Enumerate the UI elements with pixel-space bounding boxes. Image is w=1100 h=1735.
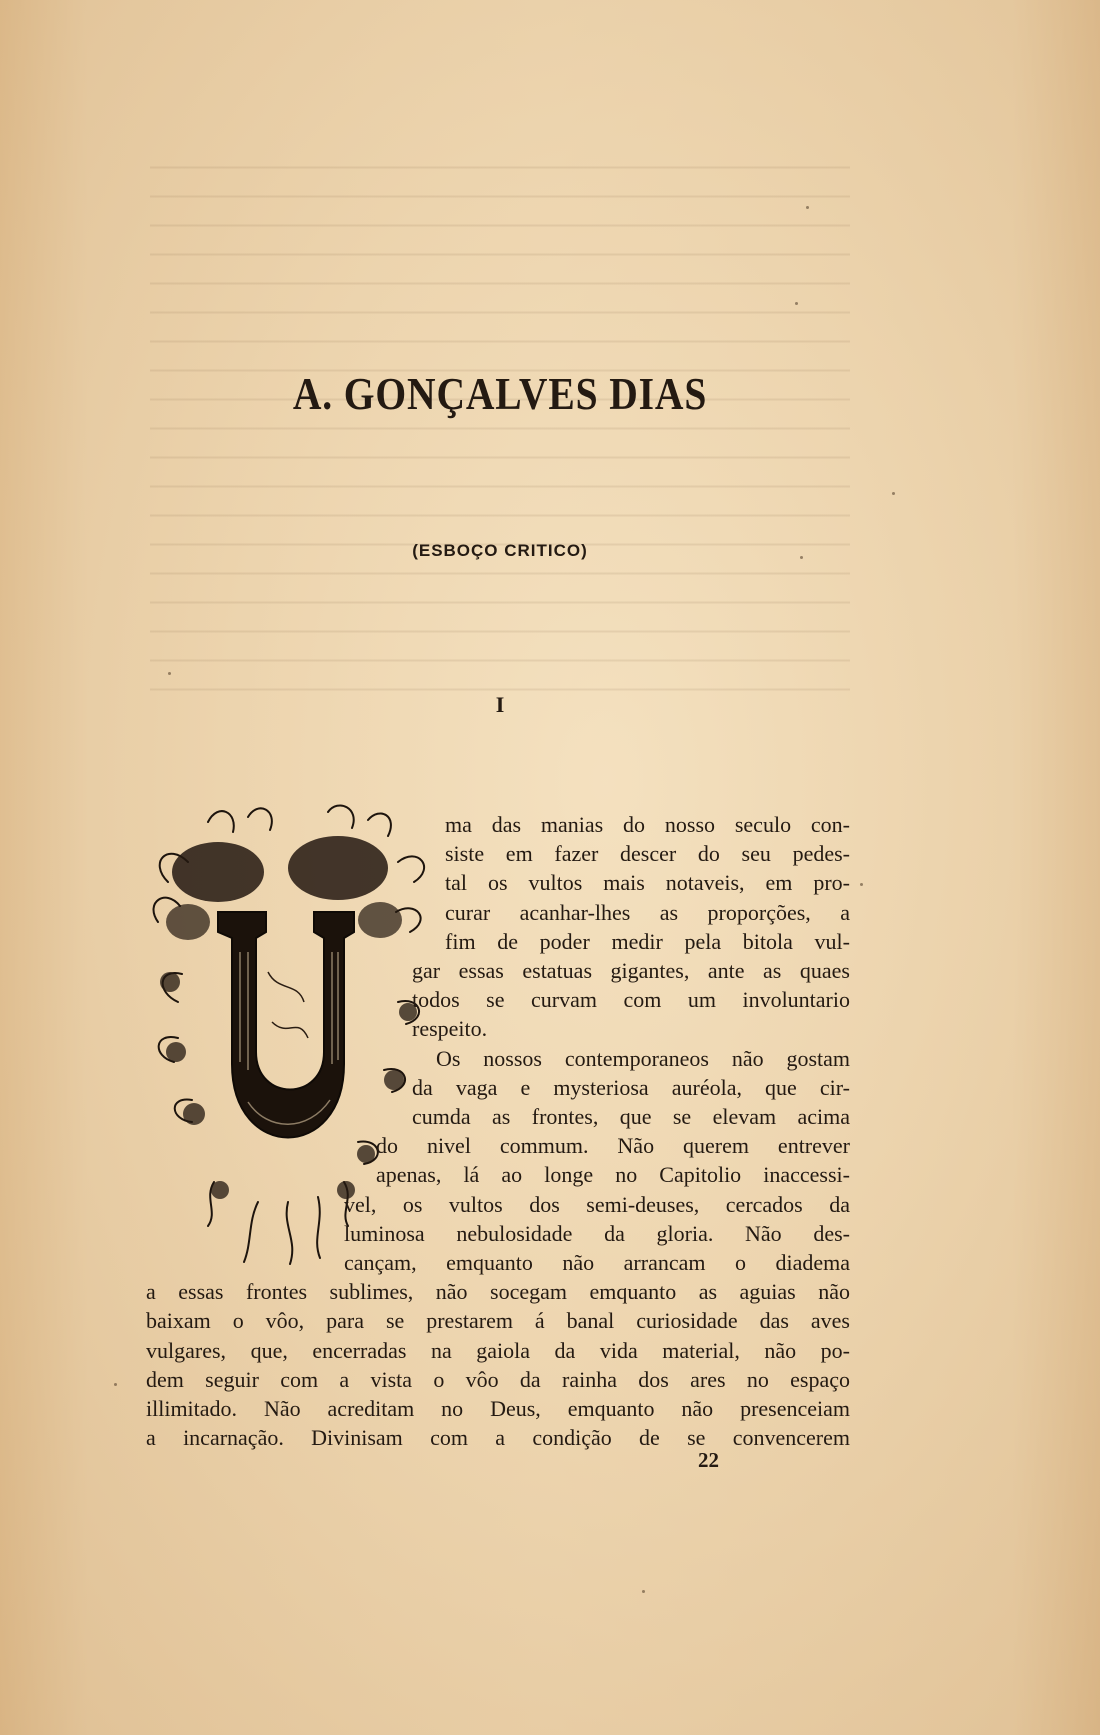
text-line: illimitado. Não acreditam no Deus, emquanto não presenceiam <box>146 1396 850 1421</box>
text-line: apenas, lá ao longe no Capitolio inaccessi- <box>376 1162 850 1187</box>
text-line: cançam, emquanto não arrancam o diadema <box>344 1250 850 1275</box>
text-line: todos se curvam com um involuntario <box>412 987 850 1012</box>
article-subtitle: (ESBOÇO CRITICO) <box>412 541 588 560</box>
text-line: vulgares, que, encerradas na gaiola da vida material, não po- <box>146 1338 850 1363</box>
text-line: luminosa nebulosidade da gloria. Não des- <box>344 1221 850 1246</box>
text-line: curar acanhar-lhes as proporções, a <box>445 900 850 925</box>
text-line: da vaga e mysteriosa auréola, que cir- <box>412 1075 850 1100</box>
text-line: Os nossos contemporaneos não gostam <box>436 1046 850 1071</box>
text-line: respeito. <box>412 1016 488 1041</box>
text-line: dem seguir com a vista o vôo da rainha dos ares no espaço <box>146 1367 850 1392</box>
text-line: vel, os vultos dos semi-deuses, cercados da <box>344 1192 850 1217</box>
page-number: 22 <box>698 1448 719 1472</box>
text-line: ma das manias do nosso seculo con- <box>445 812 850 837</box>
section-number: I <box>495 692 505 717</box>
text-line: siste em fazer descer do seu pedes- <box>445 841 850 866</box>
text-line: a essas frontes sublimes, não socegam emquanto as aguias não <box>146 1279 850 1304</box>
text-line: gar essas estatuas gigantes, ante as quaes <box>412 958 850 983</box>
text-line: fim de poder medir pela bitola vul- <box>445 929 850 954</box>
text-line: tal os vultos mais notaveis, em pro- <box>445 870 850 895</box>
article-title: A. GONÇALVES DIAS <box>292 368 708 419</box>
text-line: baixam o vôo, para se prestarem á banal curiosidade das aves <box>146 1308 850 1333</box>
text-line: cumda as frontes, que se elevam acima <box>412 1104 850 1129</box>
bleed-through-text <box>150 150 850 710</box>
text-line: a incarnação. Divinisam com a condição de se convencerem <box>146 1425 850 1450</box>
text-line: do nivel commum. Não querem entrever <box>376 1133 850 1158</box>
